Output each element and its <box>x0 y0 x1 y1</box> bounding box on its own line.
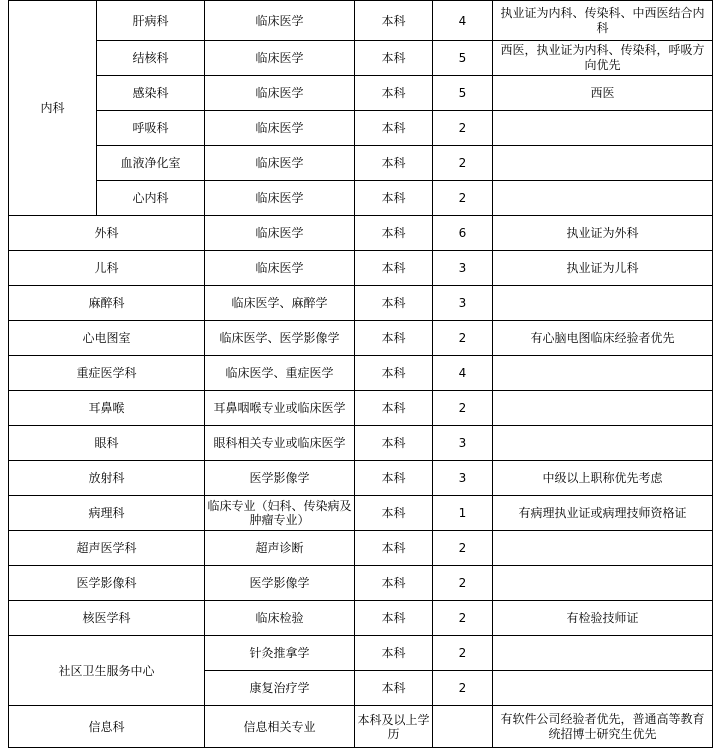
count-cell: 2 <box>433 146 493 181</box>
education-cell: 本科 <box>355 566 433 601</box>
table-row <box>9 496 713 531</box>
education-cell: 本科 <box>355 111 433 146</box>
remark-cell: 中级以上职称优先考虑 <box>493 461 713 496</box>
major-cell: 临床医学、重症医学 <box>205 356 355 391</box>
major-cell: 临床医学 <box>205 76 355 111</box>
count-cell: 2 <box>433 181 493 216</box>
table-row <box>9 321 713 356</box>
major-cell: 临床医学、麻醉学 <box>205 286 355 321</box>
remark-cell: 有病理执业证或病理技师资格证 <box>493 496 713 531</box>
count-cell: 5 <box>433 76 493 111</box>
count-cell: 5 <box>433 41 493 76</box>
education-cell: 本科 <box>355 531 433 566</box>
education-cell: 本科 <box>355 496 433 531</box>
count-cell <box>433 706 493 748</box>
dept-cell: 心电图室 <box>9 321 205 356</box>
subdept-cell: 心内科 <box>97 181 205 216</box>
education-cell: 本科 <box>355 1 433 41</box>
table-row <box>9 41 713 76</box>
table-row <box>9 531 713 566</box>
table-row <box>9 111 713 146</box>
subdept-cell: 血液净化室 <box>97 146 205 181</box>
remark-cell: 执业证为外科 <box>493 216 713 251</box>
subdept-cell: 感染科 <box>97 76 205 111</box>
count-cell: 2 <box>433 566 493 601</box>
subdept-cell: 结核科 <box>97 41 205 76</box>
table-row <box>9 146 713 181</box>
education-cell: 本科 <box>355 671 433 706</box>
remark-cell: 西医，执业证为内科、传染科，呼吸方向优先 <box>493 41 713 76</box>
major-cell: 针灸推拿学 <box>205 636 355 671</box>
education-cell: 本科 <box>355 356 433 391</box>
count-cell: 3 <box>433 461 493 496</box>
table-row <box>9 216 713 251</box>
remark-cell <box>493 636 713 671</box>
major-cell: 信息相关专业 <box>205 706 355 748</box>
education-cell: 本科 <box>355 251 433 286</box>
table-row <box>9 251 713 286</box>
remark-cell <box>493 356 713 391</box>
table-row <box>9 356 713 391</box>
education-cell: 本科 <box>355 426 433 461</box>
education-cell: 本科 <box>355 321 433 356</box>
major-cell: 临床医学 <box>205 111 355 146</box>
remark-cell <box>493 531 713 566</box>
remark-cell <box>493 286 713 321</box>
dept-cell: 放射科 <box>9 461 205 496</box>
major-cell: 临床医学 <box>205 41 355 76</box>
subdept-cell: 肝病科 <box>97 1 205 41</box>
major-cell: 耳鼻咽喉专业或临床医学 <box>205 391 355 426</box>
dept-cell: 儿科 <box>9 251 205 286</box>
remark-cell <box>493 111 713 146</box>
major-cell: 临床专业（妇科、传染病及肿瘤专业） <box>205 496 355 531</box>
count-cell: 2 <box>433 111 493 146</box>
education-cell: 本科及以上学历 <box>355 706 433 748</box>
table-row <box>9 286 713 321</box>
count-cell: 3 <box>433 426 493 461</box>
table-row <box>9 706 713 748</box>
remark-cell <box>493 181 713 216</box>
count-cell: 2 <box>433 391 493 426</box>
dept-cell: 重症医学科 <box>9 356 205 391</box>
remark-cell: 有检验技师证 <box>493 601 713 636</box>
major-cell: 临床医学 <box>205 146 355 181</box>
remark-cell: 有软件公司经验者优先，普通高等教育统招博士研究生优先 <box>493 706 713 748</box>
table-row <box>9 181 713 216</box>
table-row <box>9 76 713 111</box>
dept-cell: 麻醉科 <box>9 286 205 321</box>
dept-cell: 耳鼻喉 <box>9 391 205 426</box>
remark-cell: 执业证为儿科 <box>493 251 713 286</box>
major-cell: 临床医学、医学影像学 <box>205 321 355 356</box>
major-cell: 超声诊断 <box>205 531 355 566</box>
education-cell: 本科 <box>355 636 433 671</box>
major-cell: 临床医学 <box>205 181 355 216</box>
dept-cell: 信息科 <box>9 706 205 748</box>
dept-cell: 核医学科 <box>9 601 205 636</box>
remark-cell: 有心脑电图临床经验者优先 <box>493 321 713 356</box>
major-cell: 临床医学 <box>205 251 355 286</box>
table-row <box>9 1 713 41</box>
dept-cell: 外科 <box>9 216 205 251</box>
education-cell: 本科 <box>355 391 433 426</box>
subdept-cell: 呼吸科 <box>97 111 205 146</box>
major-cell: 临床检验 <box>205 601 355 636</box>
count-cell: 4 <box>433 1 493 41</box>
table-row <box>9 461 713 496</box>
remark-cell <box>493 671 713 706</box>
table-row <box>9 601 713 636</box>
remark-cell: 西医 <box>493 76 713 111</box>
recruitment-table <box>8 0 713 748</box>
major-cell: 康复治疗学 <box>205 671 355 706</box>
count-cell: 3 <box>433 286 493 321</box>
dept-cell: 超声医学科 <box>9 531 205 566</box>
dept-cell: 病理科 <box>9 496 205 531</box>
count-cell: 2 <box>433 601 493 636</box>
count-cell: 2 <box>433 321 493 356</box>
dept-cell: 内科 <box>9 1 97 216</box>
dept-cell: 眼科 <box>9 426 205 461</box>
education-cell: 本科 <box>355 181 433 216</box>
major-cell: 医学影像学 <box>205 566 355 601</box>
table-row <box>9 636 713 671</box>
major-cell: 临床医学 <box>205 216 355 251</box>
count-cell: 3 <box>433 251 493 286</box>
dept-cell: 社区卫生服务中心 <box>9 636 205 706</box>
education-cell: 本科 <box>355 76 433 111</box>
dept-cell: 医学影像科 <box>9 566 205 601</box>
major-cell: 临床医学 <box>205 1 355 41</box>
count-cell: 4 <box>433 356 493 391</box>
education-cell: 本科 <box>355 146 433 181</box>
remark-cell <box>493 391 713 426</box>
count-cell: 2 <box>433 531 493 566</box>
remark-cell <box>493 146 713 181</box>
count-cell: 1 <box>433 496 493 531</box>
remark-cell: 执业证为内科、传染科、中西医结合内科 <box>493 1 713 41</box>
education-cell: 本科 <box>355 216 433 251</box>
education-cell: 本科 <box>355 461 433 496</box>
remark-cell <box>493 426 713 461</box>
education-cell: 本科 <box>355 601 433 636</box>
table-row <box>9 426 713 461</box>
major-cell: 医学影像学 <box>205 461 355 496</box>
major-cell: 眼科相关专业或临床医学 <box>205 426 355 461</box>
education-cell: 本科 <box>355 41 433 76</box>
count-cell: 6 <box>433 216 493 251</box>
education-cell: 本科 <box>355 286 433 321</box>
count-cell: 2 <box>433 671 493 706</box>
table-row <box>9 566 713 601</box>
count-cell: 2 <box>433 636 493 671</box>
remark-cell <box>493 566 713 601</box>
table-row <box>9 391 713 426</box>
